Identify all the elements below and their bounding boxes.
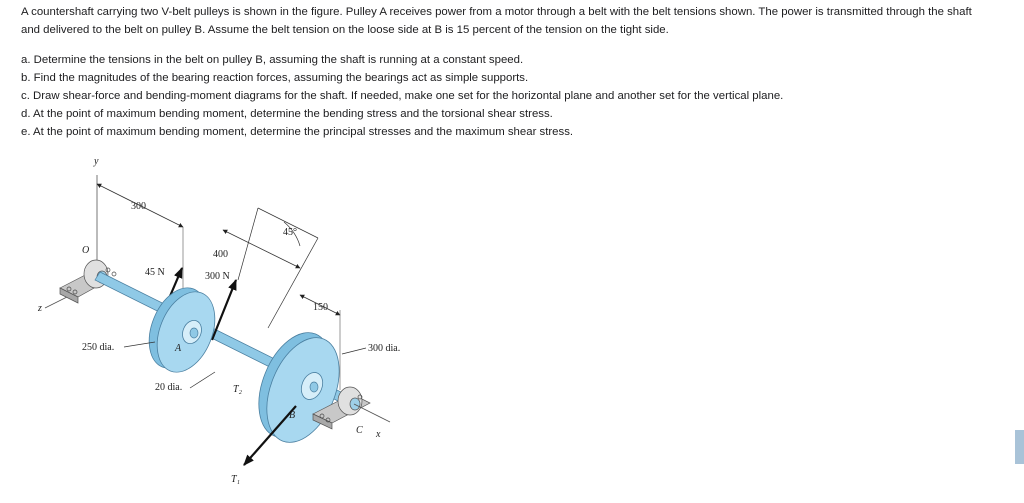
problem-part-e: e. At the point of maximum bending moment, determine the principal stresses and the maximum shear stress. <box>21 126 574 138</box>
pulley-b <box>245 322 354 453</box>
problem-parts-list <box>21 51 783 141</box>
problem-statement <box>21 3 1024 39</box>
force-45n-label: 45 N <box>145 267 165 278</box>
origin-label: O <box>82 245 90 256</box>
dimension-150-label: 150 <box>313 302 328 313</box>
pulley-a-bore <box>190 328 198 338</box>
x-axis-label: x <box>376 429 381 440</box>
problem-part-c: c. Draw shear-force and bending-moment diagrams for the shaft. If needed, make one set for the horizontal plane and another set for the vertical plane. <box>21 90 784 102</box>
force-300n-arrow <box>212 280 236 340</box>
pulley-a-dia-label: 250 dia. <box>82 342 115 353</box>
dimension-400-label: 400 <box>213 249 228 260</box>
pulley-a <box>138 279 226 380</box>
z-axis-label: z <box>38 303 42 314</box>
pulley-b-bore <box>310 382 318 392</box>
problem-part-d: d. At the point of maximum bending moment, determine the bending stress and the torsional shear stress. <box>21 108 553 120</box>
tension-t1-label: T₁ <box>231 474 241 485</box>
shaft-dia-label: 20 dia. <box>155 382 183 393</box>
y-axis-label: y <box>94 156 99 167</box>
bearing-c-label: C <box>356 425 363 436</box>
tension-t2-label: T₂ <box>233 384 243 395</box>
countershaft-figure <box>0 150 460 503</box>
bearing-c-bore <box>350 398 360 410</box>
pulley-b-dia-label: 300 dia. <box>368 343 401 354</box>
force-300n-label: 300 N <box>205 271 230 282</box>
countershaft-diagram <box>0 150 460 503</box>
problem-intro-line-1: A countershaft carrying two V-belt pulleys is shown in the figure. Pulley A receives power from a motor through a belt with the belt tensions shown. The power is transmitted through the shaft <box>21 6 972 18</box>
angle-reference-line <box>238 208 258 280</box>
problem-intro-line-2: and delivered to the belt on pulley B. Assume the belt tension on the loose side at B is 15 percent of the tension on the tight side. <box>21 24 669 36</box>
angle-45-label: 45° <box>283 227 297 238</box>
problem-part-a: a. Determine the tensions in the belt on pulley B, assuming the shaft is running at a constant speed. <box>21 54 524 66</box>
belt-b-direction-line <box>268 238 318 328</box>
dimension-300-label: 300 <box>131 201 146 212</box>
x-axis-line <box>354 404 390 422</box>
pulley-b-dia-leader <box>342 348 366 354</box>
shaft-dia-leader <box>190 372 215 388</box>
side-scroll-tab[interactable] <box>1015 430 1024 464</box>
bearing-o-bolt-hole <box>112 272 116 276</box>
pulley-a-label: A <box>175 343 182 354</box>
pulley-b-label: B <box>289 410 296 421</box>
problem-part-b: b. Find the magnitudes of the bearing reaction forces, assuming the bearings act as simple supports. <box>21 72 529 84</box>
